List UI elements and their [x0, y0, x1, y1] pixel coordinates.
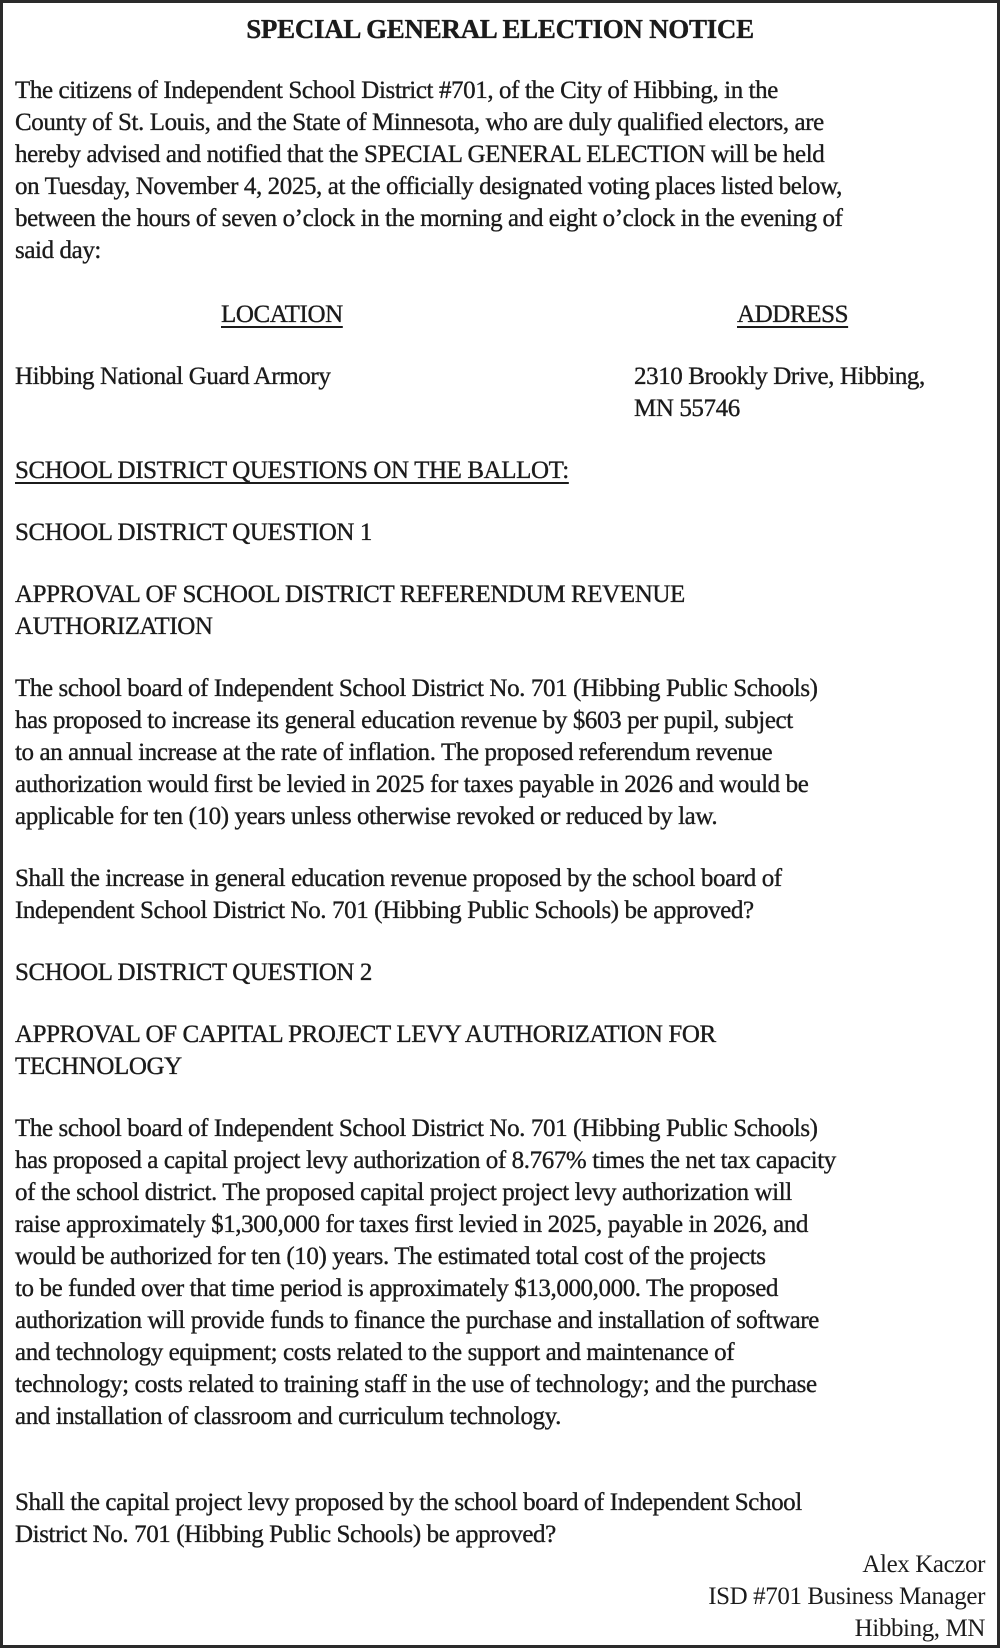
- ballot-question-line: Independent School District No. 701 (Hibbing Public Schools) be approved?: [15, 897, 754, 924]
- body-line: to an annual increase at the rate of inflation. The proposed referendum revenue: [15, 739, 773, 766]
- question-2-label-block: [15, 957, 985, 989]
- address-cell: [634, 361, 925, 425]
- signature-block: [708, 1549, 985, 1645]
- question-title-line: AUTHORIZATION: [15, 613, 213, 640]
- question-2-ballot-question: [15, 1487, 985, 1551]
- question-2-body: [15, 1113, 985, 1433]
- location-cell: [15, 361, 330, 393]
- signatory-name: Alex Kaczor: [862, 1551, 985, 1578]
- question-2-title: [15, 1019, 985, 1083]
- question-1-ballot-question: [15, 863, 985, 927]
- ballot-question-line: Shall the increase in general education revenue proposed by the school board of: [15, 865, 782, 892]
- ballot-question-line: District No. 701 (Hibbing Public Schools) be approved?: [15, 1521, 556, 1548]
- body-line: authorization will provide funds to finance the purchase and installation of software: [15, 1307, 819, 1334]
- body-line: to be funded over that time period is approximately $13,000,000. The proposed: [15, 1275, 779, 1302]
- question-1-title: [15, 579, 985, 643]
- body-line: raise approximately $1,300,000 for taxes first levied in 2025, payable in 2026, and: [15, 1211, 808, 1238]
- body-line: has proposed a capital project levy authorization of 8.767% times the net tax capacity: [15, 1147, 836, 1174]
- ballot-heading-block: [15, 455, 985, 487]
- body-line: has proposed to increase its general education revenue by $603 per pupil, subject: [15, 707, 793, 734]
- intro-line: on Tuesday, November 4, 2025, at the officially designated voting places listed below,: [15, 173, 843, 200]
- body-line: would be authorized for ten (10) years. The estimated total cost of the projects: [15, 1243, 766, 1270]
- body-line: technology; costs related to training staff in the use of technology; and the purchase: [15, 1371, 817, 1398]
- location-name: Hibbing National Guard Armory: [15, 363, 331, 390]
- intro-line: between the hours of seven o’clock in the morning and eight o’clock in the evening of: [15, 205, 843, 232]
- question-title-line: APPROVAL OF SCHOOL DISTRICT REFERENDUM REVENUE: [15, 581, 685, 608]
- intro-paragraph: [15, 75, 985, 267]
- body-line: The school board of Independent School District No. 701 (Hibbing Public Schools): [15, 675, 818, 702]
- address-line: MN 55746: [634, 395, 740, 422]
- intro-line: The citizens of Independent School District #701, of the City of Hibbing, in the: [15, 77, 778, 104]
- location-header: LOCATION: [221, 301, 343, 328]
- intro-line: County of St. Louis, and the State of Minnesota, who are duly qualified electors, are: [15, 109, 824, 136]
- question-number: SCHOOL DISTRICT QUESTION 2: [15, 959, 372, 986]
- ballot-question-line: Shall the capital project levy proposed by the school board of Independent School: [15, 1489, 802, 1516]
- body-line: and technology equipment; costs related to the support and maintenance of: [15, 1339, 735, 1366]
- question-title-line: TECHNOLOGY: [15, 1053, 182, 1080]
- intro-line: hereby advised and notified that the SPECIAL GENERAL ELECTION will be held: [15, 141, 825, 168]
- question-1-body: [15, 673, 985, 833]
- signatory-place: Hibbing, MN: [854, 1615, 985, 1642]
- address-header: ADDRESS: [737, 301, 849, 328]
- body-line: The school board of Independent School District No. 701 (Hibbing Public Schools): [15, 1115, 818, 1142]
- ballot-heading: SCHOOL DISTRICT QUESTIONS ON THE BALLOT:: [15, 457, 569, 484]
- question-title-line: APPROVAL OF CAPITAL PROJECT LEVY AUTHORIZATION FOR: [15, 1021, 716, 1048]
- question-number: SCHOOL DISTRICT QUESTION 1: [15, 519, 372, 546]
- body-line: authorization would first be levied in 2025 for taxes payable in 2026 and would be: [15, 771, 809, 798]
- address-line: 2310 Brookly Drive, Hibbing,: [634, 363, 925, 390]
- intro-line: said day:: [15, 237, 101, 264]
- notice-title: SPECIAL GENERAL ELECTION NOTICE: [246, 14, 754, 44]
- body-line: applicable for ten (10) years unless otherwise revoked or reduced by law.: [15, 803, 718, 830]
- question-1-label-block: [15, 517, 985, 549]
- body-line: and installation of classroom and curriculum technology.: [15, 1403, 561, 1430]
- body-line: of the school district. The proposed capital project project levy authorization will: [15, 1179, 792, 1206]
- signatory-title: ISD #701 Business Manager: [708, 1583, 985, 1610]
